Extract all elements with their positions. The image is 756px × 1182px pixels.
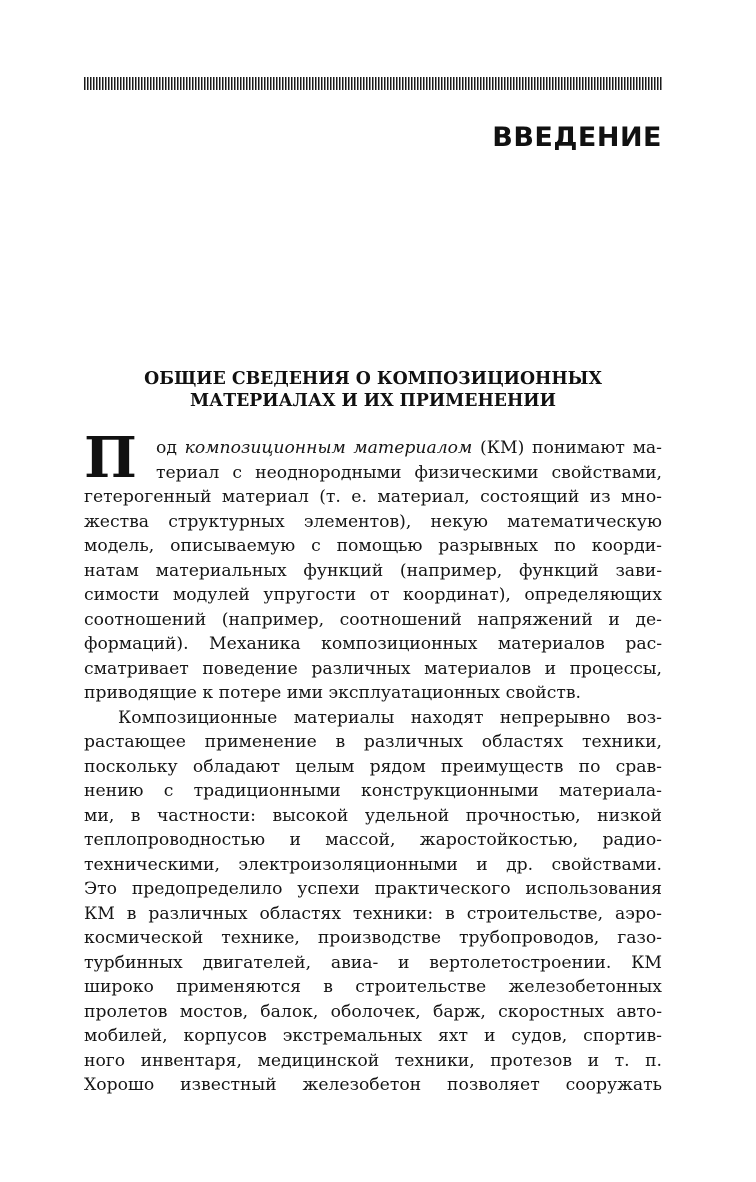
paragraph-line: Это предопределило успехи практического использования — [84, 879, 662, 899]
paragraph-line: приводящие к потере ими эксплуатационных свойств. — [84, 683, 581, 703]
paragraph-line: пролетов мостов, балок, оболочек, барж, скоростных авто- — [84, 1001, 662, 1022]
paragraph-line: космической технике, производстве трубопроводов, газо- — [84, 928, 662, 948]
paragraph-line: теплопроводностью и массой, жаростойкостью, радио- — [84, 830, 662, 850]
section-heading-line-2: МАТЕРИАЛАХ И ИХ ПРИМЕНЕНИИ — [190, 391, 556, 411]
paragraph-line: КМ в различных областях техники: в строительстве, аэро- — [84, 903, 662, 924]
section-heading-line-1: ОБЩИЕ СВЕДЕНИЯ О КОМПОЗИЦИОННЫХ — [144, 369, 602, 389]
drop-cap: П — [84, 425, 137, 491]
body-text — [84, 425, 662, 1098]
paragraph-line: териал с неоднородными физическими свойствами, — [156, 462, 662, 483]
paragraph-line: формаций). Механика композиционных материалов рас- — [84, 634, 662, 654]
paragraph-line: поскольку обладают целым рядом преимуществ по срав- — [84, 756, 662, 777]
paragraph-line: широко применяются в строительстве железобетонных — [84, 977, 662, 997]
paragraph-line: турбинных двигателей, авиа- и вертолетостроении. КМ — [84, 952, 662, 973]
italic-term: композиционным материалом — [184, 438, 473, 458]
paragraph-line: модель, описываемую с помощью разрывных по коорди- — [84, 536, 662, 556]
header-rule — [84, 77, 662, 90]
paragraph-line: растающее применение в различных областях техники, — [84, 732, 662, 752]
paragraph-line: симости модулей упругости от координат), определяющих — [84, 585, 662, 605]
paragraph-line: жества структурных элементов), некую математическую — [84, 511, 662, 532]
section-heading — [84, 368, 662, 412]
paragraph-line: гетерогенный материал (т. е. материал, состоящий из мно- — [84, 487, 662, 507]
paragraph-line: од композиционным материалом (КМ) понимают ма- — [156, 438, 662, 458]
paragraph-line: Хорошо известный железобетон позволяет сооружать — [84, 1075, 662, 1095]
paragraph-2 — [84, 706, 662, 1098]
paragraph-line: сматривает поведение различных материалов и процессы, — [84, 658, 662, 679]
paragraph-line: нению с традиционными конструкционными материала- — [84, 781, 662, 801]
paragraph-line: соотношений (например, соотношений напряжений и де- — [84, 609, 662, 630]
paragraph-line: Композиционные материалы находят непрерывно воз- — [118, 707, 662, 728]
paragraph-line: ми, в частности: высокой удельной прочностью, низкой — [84, 805, 662, 826]
paragraph-line: натам материальных функций (например, функций зави- — [84, 560, 662, 581]
paragraph-1 — [84, 425, 662, 706]
chapter-title: ВВЕДЕНИЕ — [492, 122, 662, 153]
paragraph-line: мобилей, корпусов экстремальных яхт и судов, спортив- — [84, 1026, 662, 1046]
paragraph-line: техническими, электроизоляционными и др. свойствами. — [84, 854, 662, 875]
paragraph-line: ного инвентаря, медицинской техники, протезов и т. п. — [84, 1050, 662, 1071]
